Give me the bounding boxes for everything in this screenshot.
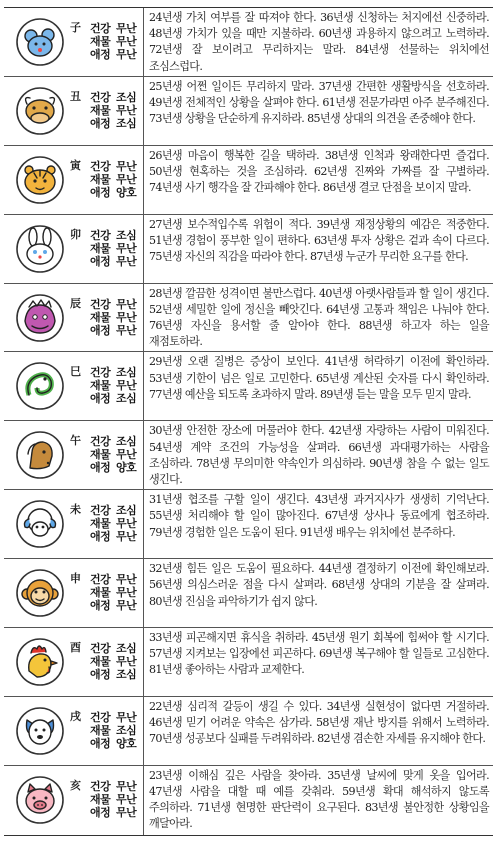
zodiac-fortune-table	[4, 7, 493, 836]
stat-row	[90, 48, 142, 61]
stat-value: 무난	[116, 586, 137, 600]
stat-list	[90, 229, 142, 268]
stat-label: 재물	[90, 655, 111, 669]
zodiac-hanja: 丑	[70, 89, 81, 103]
stat-value: 조심	[116, 668, 137, 682]
stat-list	[90, 298, 142, 337]
stat-label: 애정	[90, 461, 111, 475]
stat-label: 애정	[90, 185, 111, 199]
stat-label: 건강	[90, 504, 111, 518]
fortune-cell	[144, 352, 493, 420]
stat-value: 조심	[116, 228, 137, 242]
zodiac-hanja: 卯	[70, 227, 81, 241]
stat-value: 무난	[116, 710, 137, 724]
stat-label: 재물	[90, 448, 111, 462]
ox-icon	[15, 86, 65, 136]
stat-list	[90, 435, 142, 474]
fortune-row-horse	[4, 421, 493, 490]
zodiac-hanja: 子	[70, 21, 81, 34]
zodiac-cell	[4, 559, 144, 627]
stat-row	[90, 806, 142, 819]
zodiac-cell	[4, 421, 144, 489]
zodiac-cell	[4, 215, 144, 283]
stat-label: 건강	[90, 228, 111, 242]
stat-value: 무난	[116, 379, 137, 393]
stat-value: 양호	[116, 736, 137, 750]
stat-label: 건강	[90, 297, 111, 311]
stat-label: 애정	[90, 805, 111, 819]
stat-label: 재물	[90, 35, 111, 48]
tiger-icon	[15, 155, 65, 205]
stat-list	[90, 780, 142, 819]
stat-value: 무난	[116, 517, 137, 531]
fortune-cell	[144, 697, 493, 765]
stat-row	[90, 793, 142, 806]
stat-row	[90, 530, 142, 543]
stat-label: 재물	[90, 241, 111, 255]
stat-label: 재물	[90, 379, 111, 393]
stat-label: 재물	[90, 517, 111, 531]
zodiac-cell	[4, 284, 144, 352]
stat-value: 조심	[116, 642, 137, 656]
stat-value: 무난	[116, 159, 137, 173]
stat-row	[90, 311, 142, 324]
stat-label: 재물	[90, 723, 111, 737]
stat-value: 조심	[116, 435, 137, 449]
zodiac-cell	[4, 8, 144, 76]
stat-row	[90, 642, 142, 655]
stat-value: 양호	[116, 461, 137, 475]
fortune-row-sheep	[4, 490, 493, 559]
stat-value: 조심	[116, 723, 137, 737]
stat-value: 무난	[116, 35, 137, 48]
stat-label: 재물	[90, 172, 111, 186]
horse-icon	[15, 430, 65, 480]
stat-row	[90, 366, 142, 379]
stat-label: 재물	[90, 586, 111, 600]
snake-icon	[15, 361, 65, 411]
fortune-cell	[144, 146, 493, 214]
zodiac-cell	[4, 490, 144, 558]
stat-label: 건강	[90, 22, 111, 35]
stat-value: 무난	[116, 22, 137, 35]
fortune-cell	[144, 8, 493, 76]
monkey-icon	[15, 568, 65, 618]
rat-icon	[15, 17, 65, 67]
fortune-row-dog	[4, 697, 493, 766]
stat-value: 무난	[116, 599, 137, 613]
stat-value: 조심	[116, 90, 137, 104]
stat-label: 건강	[90, 779, 111, 793]
stat-value: 무난	[116, 254, 137, 268]
stat-row	[90, 242, 142, 255]
dragon-icon	[15, 293, 65, 343]
zodiac-hanja: 寅	[70, 158, 81, 172]
stat-row	[90, 229, 142, 242]
stat-label: 애정	[90, 323, 111, 337]
stat-value: 무난	[116, 241, 137, 255]
fortune-row-dragon	[4, 284, 493, 353]
stat-value: 조심	[116, 116, 137, 130]
stat-row	[90, 255, 142, 268]
stat-row	[90, 780, 142, 793]
stat-value: 무난	[116, 779, 137, 793]
stat-row	[90, 117, 142, 130]
dog-icon	[15, 706, 65, 756]
fortune-text: 26년생 마음이 행복한 길을 택하라. 38년생 인척과 왕래한다면 즐겁다. 50년생 현혹하는 것을 조심하라. 62년생 진짜와 가짜를 잘 구별하라. 74년생 사기 행각을 잘 간파해야 한다. 86년생 결코 단점을 보이지 말라.	[149, 148, 489, 195]
stat-label: 건강	[90, 159, 111, 173]
stat-row	[90, 298, 142, 311]
stat-value: 무난	[116, 297, 137, 311]
fortune-row-rat	[4, 8, 493, 77]
fortune-text: 27년생 보수적입수록 위험이 적다. 39년생 재정상황의 예감은 적중한다. 51년생 경험이 풍부한 일이 편하다. 63년생 투자 상황은 겉과 속이 다르다. 75년생 자신의 직감을 따라야 한다. 87년생 누군가 무리한 요구를 한다.	[149, 217, 489, 264]
stat-label: 건강	[90, 90, 111, 104]
stat-row	[90, 655, 142, 668]
stat-list	[90, 366, 142, 405]
fortune-row-rabbit	[4, 215, 493, 284]
fortune-cell	[144, 766, 493, 835]
fortune-text: 24년생 가치 여부를 잘 따져야 한다. 36년생 신청하는 처지에선 신중하라. 48년생 가치가 있을 때만 지불하라. 60년생 과용하지 않으려고 노력하라. 72년생 잘 보이려고 무리하지는 말라. 84년생 선물하는 위치에선 조심스럽다.	[149, 11, 489, 73]
stat-row	[90, 573, 142, 586]
stat-row	[90, 173, 142, 186]
stat-label: 재물	[90, 792, 111, 806]
sheep-icon	[15, 499, 65, 549]
stat-value: 무난	[116, 792, 137, 806]
stat-value: 조심	[116, 366, 137, 380]
fortune-cell	[144, 284, 493, 352]
stat-label: 재물	[90, 103, 111, 117]
stat-value: 무난	[116, 48, 137, 61]
stat-row	[90, 186, 142, 199]
fortune-cell	[144, 215, 493, 283]
stat-row	[90, 737, 142, 750]
zodiac-hanja: 戌	[70, 709, 81, 723]
stat-label: 애정	[90, 48, 111, 61]
stat-value: 무난	[116, 573, 137, 587]
fortune-cell	[144, 559, 493, 627]
stat-row	[90, 724, 142, 737]
stat-list	[90, 22, 142, 61]
stat-label: 건강	[90, 710, 111, 724]
fortune-row-pig	[4, 766, 493, 835]
stat-row	[90, 448, 142, 461]
zodiac-hanja: 辰	[70, 296, 81, 310]
stat-row	[90, 392, 142, 405]
zodiac-cell	[4, 77, 144, 145]
stat-row	[90, 711, 142, 724]
fortune-row-ox	[4, 77, 493, 146]
fortune-text: 31년생 협조를 구할 일이 생긴다. 43년생 과거지사가 생생히 기억난다. 55년생 처리해야 할 일이 많아진다. 67년생 상사나 동료에게 협조하라. 79년생 경험한 일은 도움이 된다. 91년생 배우는 위치에선 분주하다.	[149, 493, 489, 539]
fortune-text: 29년생 오랜 질병은 증상이 보인다. 41년생 허락하기 이전에 확인하라. 53년생 기한이 넘은 일로 고민한다. 65년생 계산된 숫자를 다시 확인하라. 77년생 예산을 되도록 초과하지 말라. 89년생 듣는 말을 모두 믿지 말라.	[149, 355, 489, 401]
fortune-text: 22년생 심리적 갈등이 생길 수 있다. 34년생 실현성이 없다면 거절하라. 46년생 믿기 어려운 약속은 삼가라. 58년생 재난 방지를 위해서 노력하라. 70년생 성공보다 실패를 두려워하라. 82년생 겸손한 자세를 유지해야 한다.	[149, 699, 489, 746]
zodiac-hanja: 亥	[70, 778, 81, 792]
stat-label: 건강	[90, 573, 111, 587]
stat-row	[90, 435, 142, 448]
stat-label: 애정	[90, 668, 111, 682]
zodiac-cell	[4, 352, 144, 420]
stat-row	[90, 324, 142, 337]
zodiac-cell	[4, 766, 144, 835]
fortune-row-snake	[4, 352, 493, 421]
stat-value: 조심	[116, 392, 137, 406]
stat-row	[90, 91, 142, 104]
stat-row	[90, 160, 142, 173]
zodiac-cell	[4, 697, 144, 765]
fortune-row-monkey	[4, 559, 493, 628]
stat-value: 무난	[116, 172, 137, 186]
stat-label: 건강	[90, 366, 111, 380]
fortune-cell	[144, 77, 493, 145]
fortune-row-tiger	[4, 146, 493, 215]
rooster-icon	[15, 637, 65, 687]
fortune-text: 33년생 피곤해지면 휴식을 취하라. 45년생 원기 회복에 힘써야 할 시기다. 57년생 지켜보는 입장에선 피곤하다. 69년생 복구해야 할 일들로 고심한다. 81년생 좋아하는 사람과 교제한다.	[149, 631, 489, 677]
stat-list	[90, 573, 142, 612]
stat-value: 무난	[116, 323, 137, 337]
zodiac-cell	[4, 146, 144, 214]
stat-label: 건강	[90, 642, 111, 656]
stat-row	[90, 599, 142, 612]
stat-row	[90, 461, 142, 474]
zodiac-hanja: 酉	[70, 641, 81, 655]
stat-label: 재물	[90, 310, 111, 324]
stat-row	[90, 504, 142, 517]
stat-label: 애정	[90, 392, 111, 406]
fortune-row-rooster	[4, 628, 493, 697]
stat-value: 무난	[116, 530, 137, 544]
stat-row	[90, 586, 142, 599]
stat-value: 무난	[116, 448, 137, 462]
stat-list	[90, 504, 142, 543]
zodiac-cell	[4, 628, 144, 696]
fortune-cell	[144, 628, 493, 696]
stat-label: 애정	[90, 254, 111, 268]
stat-row	[90, 379, 142, 392]
fortune-text: 30년생 안전한 장소에 머물러야 한다. 42년생 자랑하는 사람이 미워진다. 54년생 계약 조건의 가능성을 살펴라. 66년생 과대평가하는 사람을 조심하라. 78년생 무의미한 약속인가 의심하라. 90년생 참을 수 없는 일도 생긴다.	[149, 424, 489, 486]
stat-label: 애정	[90, 116, 111, 130]
stat-value: 양호	[116, 185, 137, 199]
stat-label: 건강	[90, 435, 111, 449]
zodiac-hanja: 未	[70, 503, 81, 517]
stat-list	[90, 711, 142, 750]
stat-value: 조심	[116, 504, 137, 518]
stat-value: 무난	[116, 655, 137, 669]
stat-list	[90, 160, 142, 199]
stat-label: 애정	[90, 599, 111, 613]
stat-list	[90, 642, 142, 681]
fortune-text: 25년생 어쩐 일이든 무리하지 말라. 37년생 간편한 생활방식을 선호하라. 49년생 전체적인 상황을 살펴야 한다. 61년생 전문가라면 아주 분주해진다. 73년생 상황을 단순하게 유지하라. 85년생 상대의 의견을 존중해야 한다.	[149, 79, 489, 126]
fortune-cell	[144, 421, 493, 489]
fortune-text: 23년생 이해심 깊은 사람을 찾아라. 35년생 날씨에 맞게 옷을 입어라. 47년생 사람을 대할 때 예를 갖춰라. 59년생 확대 해석하지 않도록 주의하라. 71년생 현명한 판단력이 요구된다. 83년생 불안정한 상황임을 깨달아라.	[149, 768, 489, 831]
rabbit-icon	[15, 224, 65, 274]
stat-value: 무난	[116, 310, 137, 324]
stat-row	[90, 22, 142, 35]
stat-label: 애정	[90, 530, 111, 544]
stat-list	[90, 91, 142, 130]
stat-row	[90, 104, 142, 117]
stat-row	[90, 668, 142, 681]
zodiac-hanja: 午	[70, 434, 81, 448]
stat-row	[90, 35, 142, 48]
zodiac-hanja: 申	[70, 572, 81, 586]
zodiac-hanja: 巳	[70, 365, 81, 379]
fortune-text: 32년생 힘든 일은 도움이 필요하다. 44년생 결정하기 이전에 확인해보라. 56년생 의심스러운 점을 다시 살펴라. 68년생 상대의 기분을 잘 살펴라. 80년생 진심을 파악하기가 쉽지 않다.	[149, 562, 489, 608]
stat-label: 애정	[90, 736, 111, 750]
stat-value: 무난	[116, 805, 137, 819]
fortune-text: 28년생 깔끔한 성격이면 불만스럽다. 40년생 아랫사람들과 할 일이 생긴다. 52년생 세밀한 일에 정신을 빼앗긴다. 64년생 고통과 책임은 나눠야 한다. 76년생 자신을 용서할 줄 알아야 한다. 88년생 하고자 하는 일을 재점토하라.	[149, 286, 489, 349]
pig-icon	[15, 775, 65, 825]
stat-row	[90, 517, 142, 530]
fortune-cell	[144, 490, 493, 558]
stat-value: 무난	[116, 103, 137, 117]
